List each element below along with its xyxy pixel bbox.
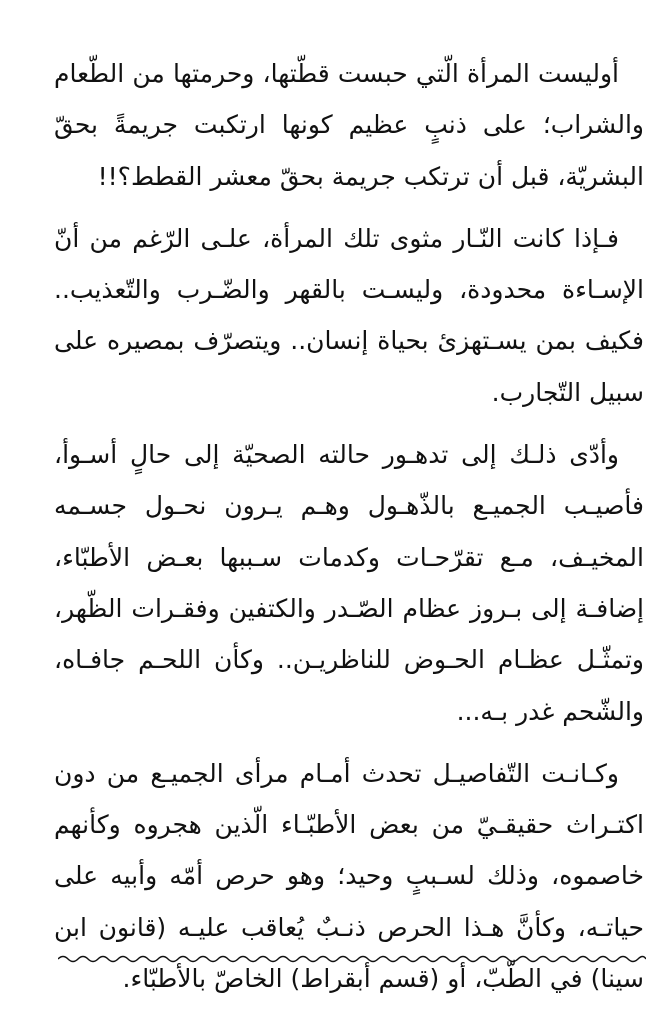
paragraph-2: [54, 213, 644, 418]
text-line: سينا) في الطّبّ، أو (قسم أبقراط) الخاصّ بالأطبّاء.: [122, 964, 644, 994]
text-line: البشريّة، قبل أن ترتكب جريمة بحقّ معشر القطط؟!!: [97, 161, 644, 191]
paragraph-4: [54, 748, 644, 1004]
paragraph-1: [54, 48, 644, 202]
text-line: أوليست المرأة الّتي حبست قطّتها، وحرمتها من الطّعام: [54, 59, 619, 88]
text-line: اكتـراث حقيقـيّ من بعض الأطبّـاء الّذين هجروه وكأنهم: [54, 810, 644, 840]
wavy-divider: [58, 953, 646, 965]
text-line: فأصيـب الجميـع بالذّهـول وهـم يـرون نحـول جسـمه: [54, 491, 644, 521]
wavy-divider-line: [58, 957, 646, 962]
text-line: فكيف بمن يسـتهزئ بحياة إنسان.. ويتصرّف بمصيره على: [54, 326, 644, 356]
text-line: خاصموه، وذلك لسـببٍ وحيد؛ وهو حرص أمّه وأبيه على: [54, 861, 644, 891]
text-line: حياتـه، وكأنَّ هـذا الحرص ذنـبٌ يُعاقب عليـه (قانون ابن: [54, 912, 644, 942]
text-line: فـإذا كانت النّـار مثوى تلك المرأة، علـى الرّغم من أنّ: [54, 223, 619, 253]
text-line: سبيل التّجارب.: [491, 377, 644, 407]
text-line: المخيـف، مـع تقرّحـات وكدمات سـببها بعـض الأطبّاء،: [54, 542, 644, 572]
text-line: وتمثّـل عظـام الحـوض للناظريـن.. وكأن اللحـم جافـاه،: [54, 645, 644, 675]
text-line: الإسـاءة محدودة، وليسـت بالقهر والضّـرب والتّعذيب..: [54, 275, 644, 305]
text-line: والشراب؛ على ذنبٍ عظيم كونها ارتكبت جريمةً بحقّ: [54, 110, 644, 140]
body-text: [54, 48, 644, 1015]
text-line: والشّحم غدر بـه...: [456, 696, 644, 726]
text-line: وأدّى ذلـك إلى تدهـور حالته الصحيّة إلى حالٍ أسـوأ،: [54, 440, 619, 470]
text-line: إضافـة إلى بـروز عظام الصّـدر والكتفين وفقـرات الظّهر،: [54, 593, 644, 623]
text-line: وكـانـت التّفاصيـل تحدث أمـام مرأى الجميـع من دون: [54, 758, 619, 788]
paragraph-3: [54, 429, 644, 737]
